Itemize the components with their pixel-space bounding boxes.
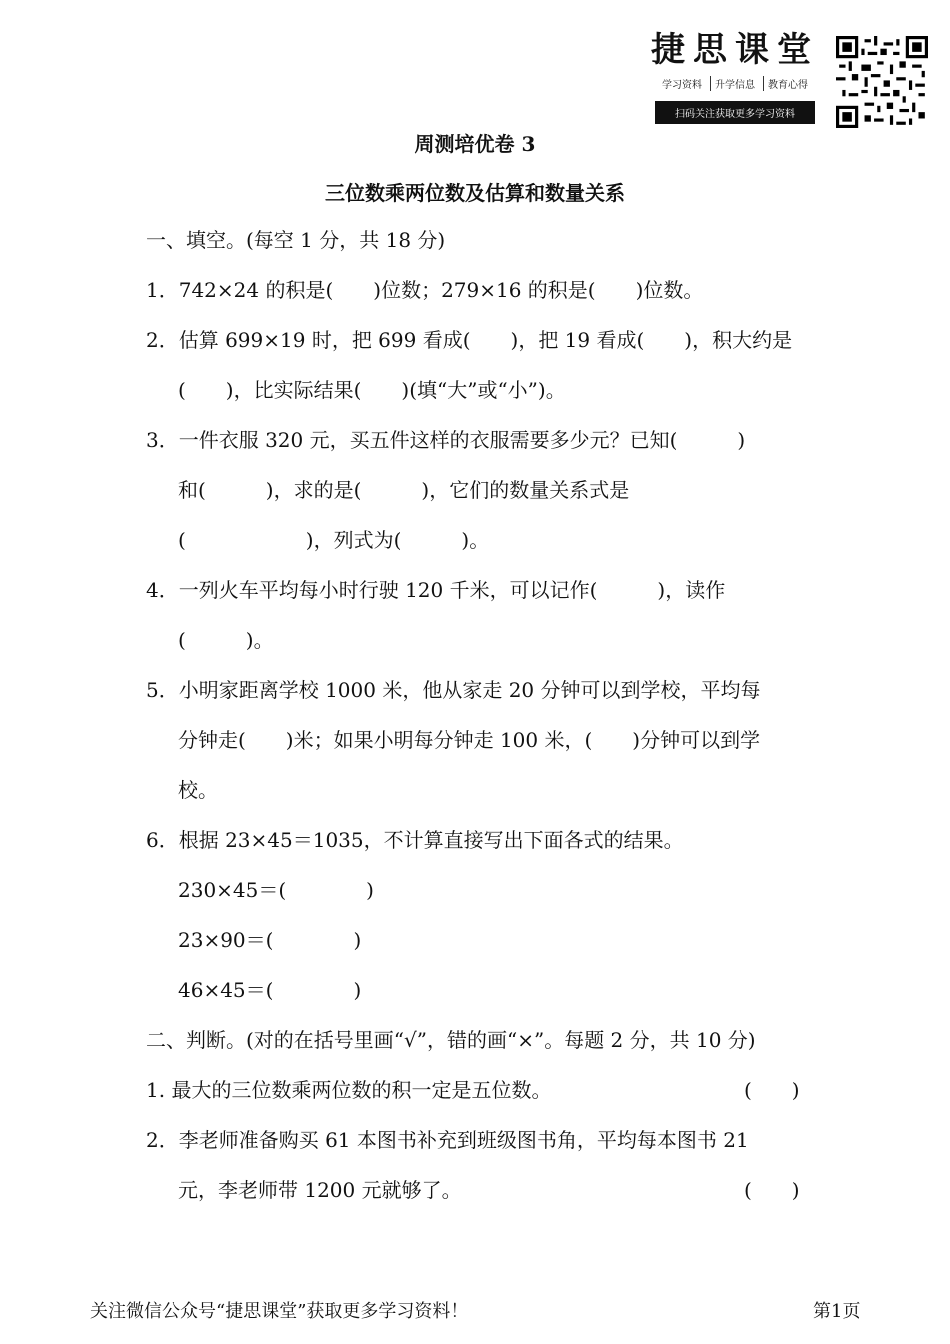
- question-line: 分钟走( )米；如果小明每分钟走 100 米，( )分钟可以到学: [178, 728, 761, 752]
- question-line: ( )。: [178, 628, 274, 652]
- page-title: 周测培优卷 3: [414, 132, 536, 156]
- question-line: 230×45＝( ): [178, 878, 374, 902]
- page-subtitle: 三位数乘两位数及估算和数量关系: [325, 181, 625, 205]
- question-line: 2．估算 699×19 时，把 699 看成( )，把 19 看成( )，积大约是: [146, 328, 793, 352]
- question-line: 4．一列火车平均每小时行驶 120 千米，可以记作( )，读作: [146, 578, 726, 602]
- question-line: 6．根据 23×45＝1035，不计算直接写出下面各式的结果。: [146, 828, 684, 852]
- brand-tag: 学习资料: [662, 80, 702, 91]
- brand-tag: 教育心得: [763, 76, 812, 91]
- brand-tags: [650, 76, 820, 91]
- question-line: 23×90＝( ): [178, 928, 362, 952]
- section-heading: 一、填空。(每空 1 分，共 18 分): [146, 228, 446, 252]
- question-line: 1．742×24 的积是( )位数；279×16 的积是( )位数。: [146, 278, 704, 302]
- footer-note: 关注微信公众号“捷思课堂”获取更多学习资料！: [90, 1301, 469, 1322]
- question-line: 3．一件衣服 320 元，买五件这样的衣服需要多少元？已知( ): [146, 428, 746, 452]
- question-line: ( )，列式为( )。: [178, 528, 490, 552]
- brand-block: [650, 30, 820, 124]
- question-line: 46×45＝( ): [178, 978, 362, 1002]
- qr-code-icon: [836, 36, 928, 128]
- question-line: 1. 最大的三位数乘两位数的积一定是五位数。: [146, 1078, 552, 1102]
- question-line: ( )，比实际结果( )(填“大”或“小”)。: [178, 378, 566, 402]
- question-line: 校。: [178, 778, 218, 802]
- answer-bracket: ( ): [744, 1078, 800, 1102]
- brand-tag: 升学信息: [710, 76, 759, 91]
- brand-title: 捷思课堂: [651, 30, 819, 70]
- answer-bracket: ( ): [744, 1178, 800, 1202]
- brand-banner: 扫码关注获取更多学习资料: [655, 101, 815, 124]
- section-heading: 二、判断。(对的在括号里画“√”，错的画“×”。每题 2 分，共 10 分): [146, 1028, 756, 1052]
- page-number: 第1页: [813, 1301, 861, 1322]
- question-line: 2．李老师准备购买 61 本图书补充到班级图书角，平均每本图书 21: [146, 1128, 749, 1152]
- question-line: 5．小明家距离学校 1000 米，他从家走 20 分钟可以到学校，平均每: [146, 678, 761, 702]
- question-line: 和( )，求的是( )，它们的数量关系式是: [178, 478, 630, 502]
- question-line: 元，李老师带 1200 元就够了。: [178, 1178, 462, 1202]
